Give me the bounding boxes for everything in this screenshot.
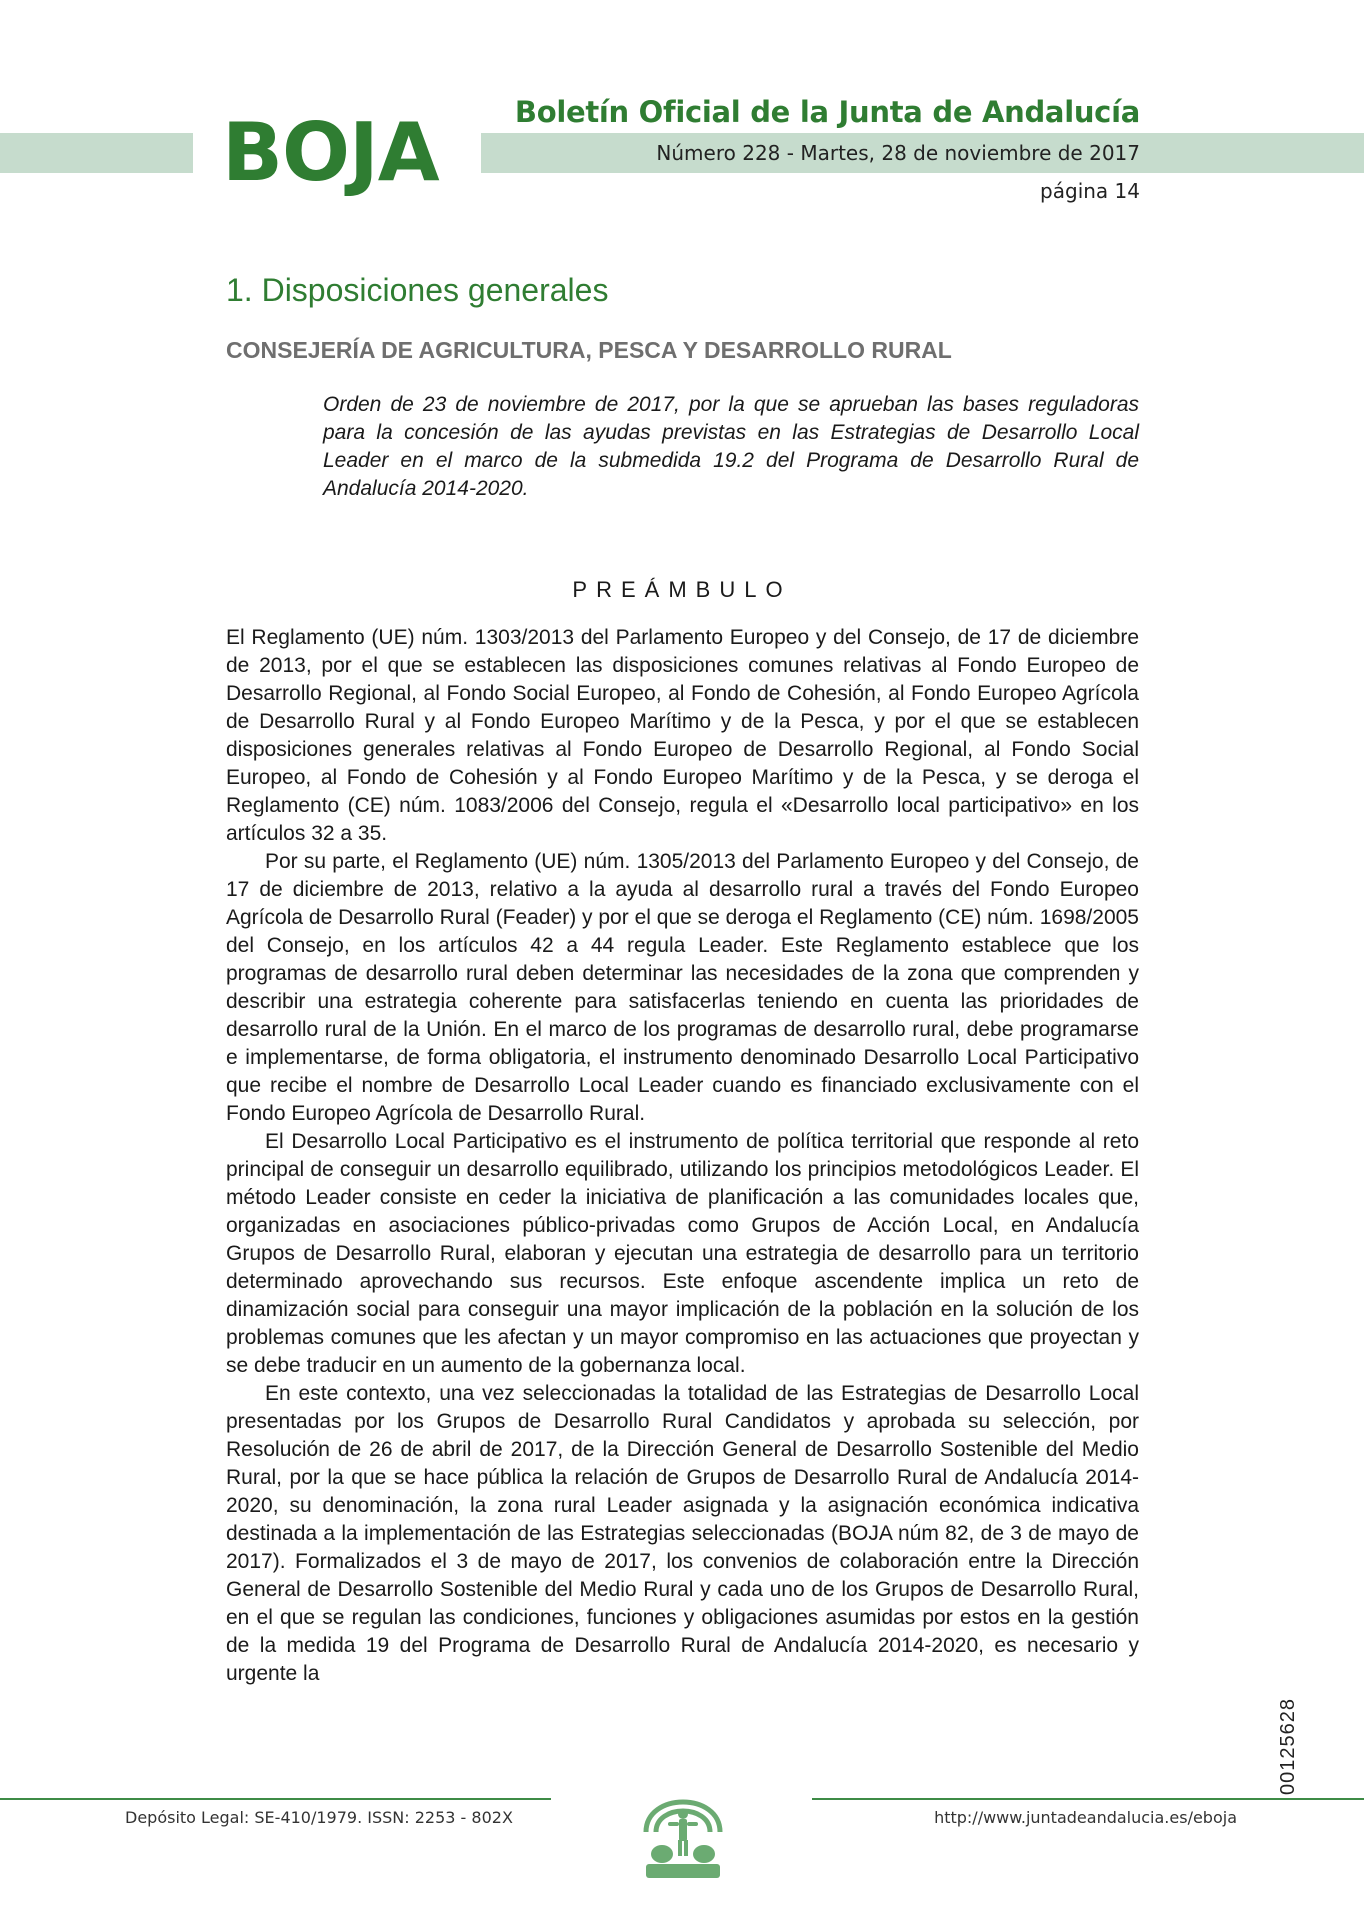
footer-rule-right <box>812 1798 1364 1800</box>
footer-url[interactable]: http://www.juntadeandalucia.es/eboja <box>934 1808 1237 1827</box>
department-heading: CONSEJERÍA DE AGRICULTURA, PESCA Y DESARROLLO RURAL <box>226 337 952 363</box>
page-number: página 14 <box>1040 179 1140 203</box>
document-code: 00125628 <box>1277 1698 1299 1795</box>
footer-rule-left <box>0 1798 551 1800</box>
order-title: Orden de 23 de noviembre de 2017, por la que se aprueban las bases reguladoras para la concesión de las ayudas previstas en las Estrategias de Desarrollo Local Leader en el marco de la submedida 19.2 del Programa de Desarrollo Rural de Andalucía 2014-2020. <box>323 393 1139 500</box>
andalucia-coat-of-arms-icon <box>638 1770 728 1882</box>
issue-number-date: Número 228 - Martes, 28 de noviembre de 2017 <box>656 141 1140 165</box>
body-paragraph: El Reglamento (UE) núm. 1303/2013 del Parlamento Europeo y del Consejo, de 17 de diciembre de 2013, por el que se establecen las disposiciones comunes relativas al Fondo Europeo de Desarrollo Regional, al Fondo Social Europeo, al Fondo de Cohesión, al Fondo Europeo Agrícola de Desarrollo Rural y al Fondo Europeo Marítimo y de la Pesca, y por el que se establecen disposiciones generales relativas al Fondo Europeo de Desarrollo Regional, al Fondo Social Europeo, al Fondo de Cohesión y al Fondo Europeo Marítimo y de la Pesca, y se deroga el Reglamento (CE) núm. 1083/2006 del Consejo, regula el «Desarrollo local participativo» en los artículos 32 a 35. <box>226 626 1139 845</box>
body-text <box>226 624 1139 1688</box>
body-paragraph: Por su parte, el Reglamento (UE) núm. 1305/2013 del Parlamento Europeo y del Consejo, de 17 de diciembre de 2013, relativo a la ayuda al desarrollo rural a través del Fondo Europeo Agrícola de Desarrollo Rural (Feader) y por el que se deroga el Reglamento (CE) núm. 1698/2005 del Consejo, en los artículos 42 a 44 regula Leader. Este Reglamento establece que los programas de desarrollo rural deben determinar las necesidades de la zona que comprenden y describir una estrategia coherente para satisfacerlas teniendo en cuenta las prioridades de desarrollo rural de la Unión. En el marco de los programas de desarrollo rural, debe programarse e implementarse, de forma obligatoria, el instrumento denominado Desarrollo Local Participativo que recibe el nombre de Desarrollo Local Leader cuando es financiado exclusivamente con el Fondo Europeo Agrícola de Desarrollo Rural. <box>226 850 1139 1125</box>
bulletin-title: Boletín Oficial de la Junta de Andalucía <box>514 95 1140 129</box>
body-paragraph: En este contexto, una vez seleccionadas la totalidad de las Estrategias de Desarrollo Local presentadas por los Grupos de Desarrollo Rural Candidatos y aprobada su selección, por Resolución de 26 de abril de 2017, de la Dirección General de Desarrollo Sostenible del Medio Rural, por la que se hace pública la relación de Grupos de Desarrollo Rural de Andalucía 2014-2020, su denominación, la zona rural Leader asignada y la asignación económica indicativa destinada a la implementación de las Estrategias seleccionadas (BOJA núm 82, de 3 de mayo de 2017). Formalizados el 3 de mayo de 2017, los convenios de colaboración entre la Dirección General de Desarrollo Sostenible del Medio Rural y cada uno de los Grupos de Desarrollo Rural, en el que se regulan las condiciones, funciones y obligaciones asumidas por estos en la gestión de la medida 19 del Programa de Desarrollo Rural de Andalucía 2014-2020, es necesario y urgente la <box>226 1382 1139 1685</box>
body-paragraph: El Desarrollo Local Participativo es el instrumento de política territorial que responde al reto principal de conseguir un desarrollo equilibrado, utilizando los principios metodológicos Leader. El método Leader consiste en ceder la iniciativa de planificación a las comunidades locales que, organizadas en asociaciones público-privadas como Grupos de Acción Local, en Andalucía Grupos de Desarrollo Rural, elaboran y ejecutan una estrategia de desarrollo para un territorio determinado aprovechando sus recursos. Este enfoque ascendente implica un reto de dinamización social para conseguir una mayor implicación de la población en la solución de los problemas comunes que les afectan y un mayor compromiso en las actuaciones que proyectan y se debe traducir en un aumento de la gobernanza local. <box>226 1130 1139 1377</box>
header-band-left <box>0 133 193 173</box>
legal-deposit: Depósito Legal: SE-410/1979. ISSN: 2253 - 802X <box>125 1808 513 1827</box>
boja-logo: BOJA <box>222 106 439 199</box>
preamble-heading: PREÁMBULO <box>572 577 792 602</box>
section-title: 1. Disposiciones generales <box>226 272 609 308</box>
